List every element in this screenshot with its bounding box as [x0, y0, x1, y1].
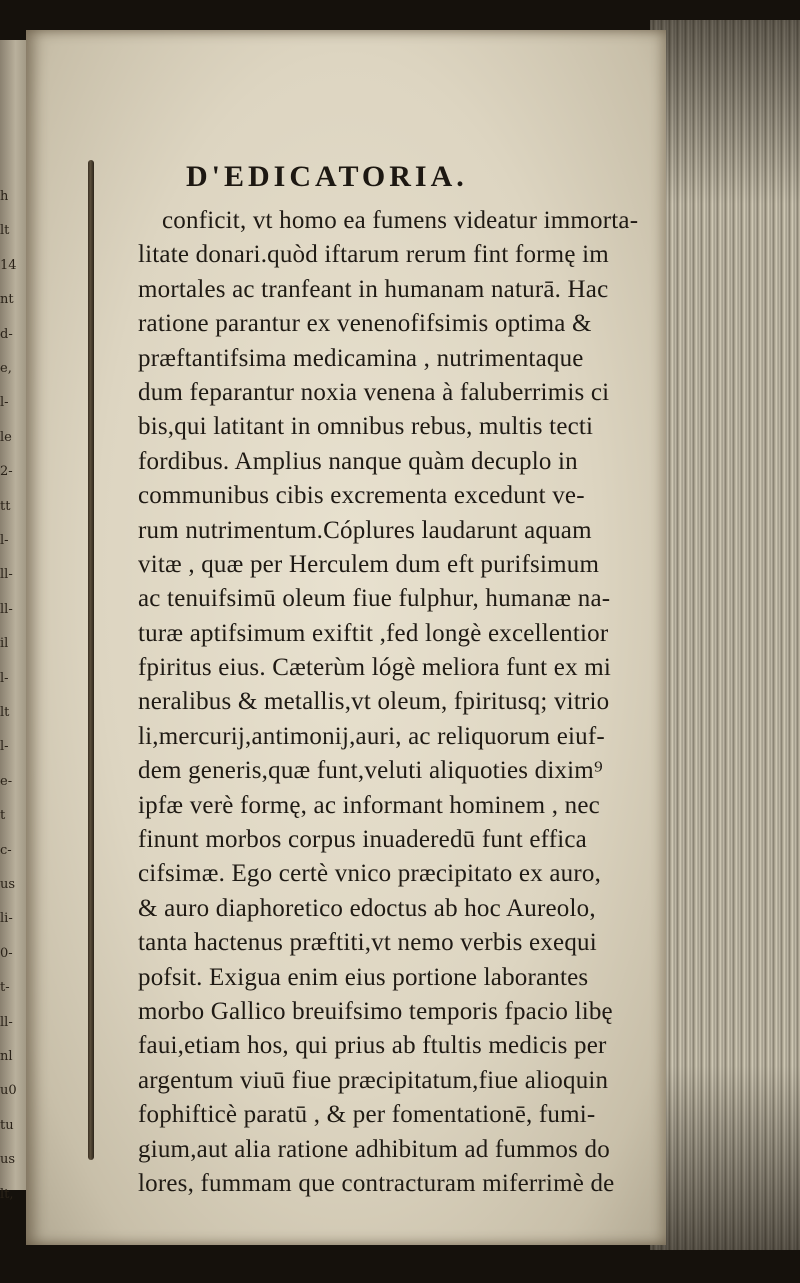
text-line: fpiritus eius. Cæterùm lógè meliora funt ex mi: [138, 654, 612, 682]
text-line: ratione parantur ex venenofifsimis optima &: [138, 310, 592, 338]
text-line: cifsimæ. Ego certè vnico præcipitato ex auro,: [138, 860, 602, 888]
facing-page-fragment: h: [0, 189, 9, 204]
facing-page-fragment: lt: [0, 705, 10, 720]
facing-page-fragment: lt: [0, 223, 10, 239]
facing-page-fragment: l-: [0, 395, 9, 411]
text-line: pofsit. Exigua enim eius portione laborantes: [138, 963, 589, 991]
text-line: faui,etiam hos, qui prius ab ftultis medicis per: [138, 1032, 607, 1060]
text-line: ac tenuifsimū oleum fiue fulphur, humanæ na-: [138, 585, 611, 613]
facing-page-fragment: ll-: [0, 567, 13, 583]
facing-page-fragment: il: [0, 636, 9, 652]
facing-page-fragment: us: [0, 1152, 16, 1168]
text-line: litate donari.quòd iftarum rerum fint formę im: [138, 241, 609, 269]
text-line: vitæ , quæ per Herculem dum eft purifsimum: [138, 550, 600, 578]
facing-page-fragment: l-: [0, 533, 9, 548]
facing-page-fragment: le: [0, 429, 12, 445]
facing-page-fragment: e,: [0, 361, 12, 376]
facing-page-fragment: lt,: [0, 1186, 14, 1202]
facing-page-fragment: d-: [0, 326, 13, 342]
text-line: conficit, vt homo ea fumens videatur immorta-: [162, 207, 639, 234]
facing-page-fragment: c-: [0, 842, 12, 858]
text-line: dem generis,quæ funt,veluti aliquoties dixim⁹: [138, 757, 603, 785]
text-line: communibus cibis excrementa excedunt ve-: [138, 482, 585, 510]
text-line: li,mercurij,antimonij,auri, ac reliquorum eiuf-: [138, 722, 605, 750]
text-line: præftantifsima medicamina , nutrimentaque: [138, 344, 584, 372]
running-head: D'EDICATORIA.: [186, 160, 468, 193]
facing-page-fragment: t-: [0, 980, 10, 996]
facing-page-fragment: u0: [0, 1083, 17, 1099]
facing-page-fragment: ll-: [0, 1014, 13, 1030]
facing-page-fragment: e-: [0, 773, 13, 789]
facing-page-fragment: ll-: [0, 601, 13, 617]
facing-page-fragment: 14: [0, 257, 17, 273]
facing-page-fragment: tt: [0, 498, 11, 514]
text-line: & auro diaphoretico edoctus ab hoc Aureolo,: [138, 894, 596, 922]
body-text: [138, 204, 678, 1201]
facing-page-fragment: 2-: [0, 464, 13, 480]
text-line: mortales ac tranfeant in humanam naturā. Hac: [138, 275, 609, 303]
text-line: ipfæ verè formę, ac informant hominem , nec: [138, 791, 600, 819]
text-line: turæ aptifsimum exiftit ,fed longè excellentior: [138, 619, 609, 647]
text-line: gium,aut alia ratione adhibitum ad fummos do: [138, 1135, 610, 1163]
facing-page-fragment: nt: [0, 292, 14, 308]
text-line: fophifticè paratū , & per fomentationē, fumi-: [138, 1101, 596, 1129]
text-line: rum nutrimentum.Cóplures laudarunt aquam: [138, 516, 592, 544]
text-line: morbo Gallico breuifsimo temporis fpacio libę: [138, 997, 613, 1025]
text-line: tanta hactenus præftiti,vt nemo verbis exequi: [138, 929, 597, 957]
facing-page-fragment: tu: [0, 1117, 14, 1133]
text-line: argentum viuū fiue præcipitatum,fiue alioquin: [138, 1066, 609, 1094]
text-line: lores, fummam que contracturam miferrimè de: [138, 1169, 615, 1197]
facing-page-edge: [0, 40, 26, 1202]
text-line: neralibus & metallis,vt oleum, fpiritusq; vitrio: [138, 688, 610, 716]
text-line: fordibus. Amplius nanque quàm decuplo in: [138, 447, 578, 475]
facing-page-fragment: 0-: [0, 945, 13, 961]
facing-page-fragment: us: [0, 877, 16, 892]
text-line: dum feparantur noxia venena à faluberrimis ci: [138, 378, 610, 406]
facing-page-fragment: t: [0, 808, 6, 824]
facing-page-fragment: l-: [0, 739, 9, 755]
facing-page-fragment: li-: [0, 911, 13, 927]
facing-page-fragment: nl: [0, 1049, 13, 1064]
book-page: [26, 30, 666, 1245]
text-line: finunt morbos corpus inuaderedū funt effica: [138, 826, 587, 854]
facing-page-fragment: l-: [0, 670, 9, 686]
text-line: bis,qui latitant in omnibus rebus, multis tecti: [138, 413, 594, 441]
margin-rule: [88, 160, 94, 1160]
